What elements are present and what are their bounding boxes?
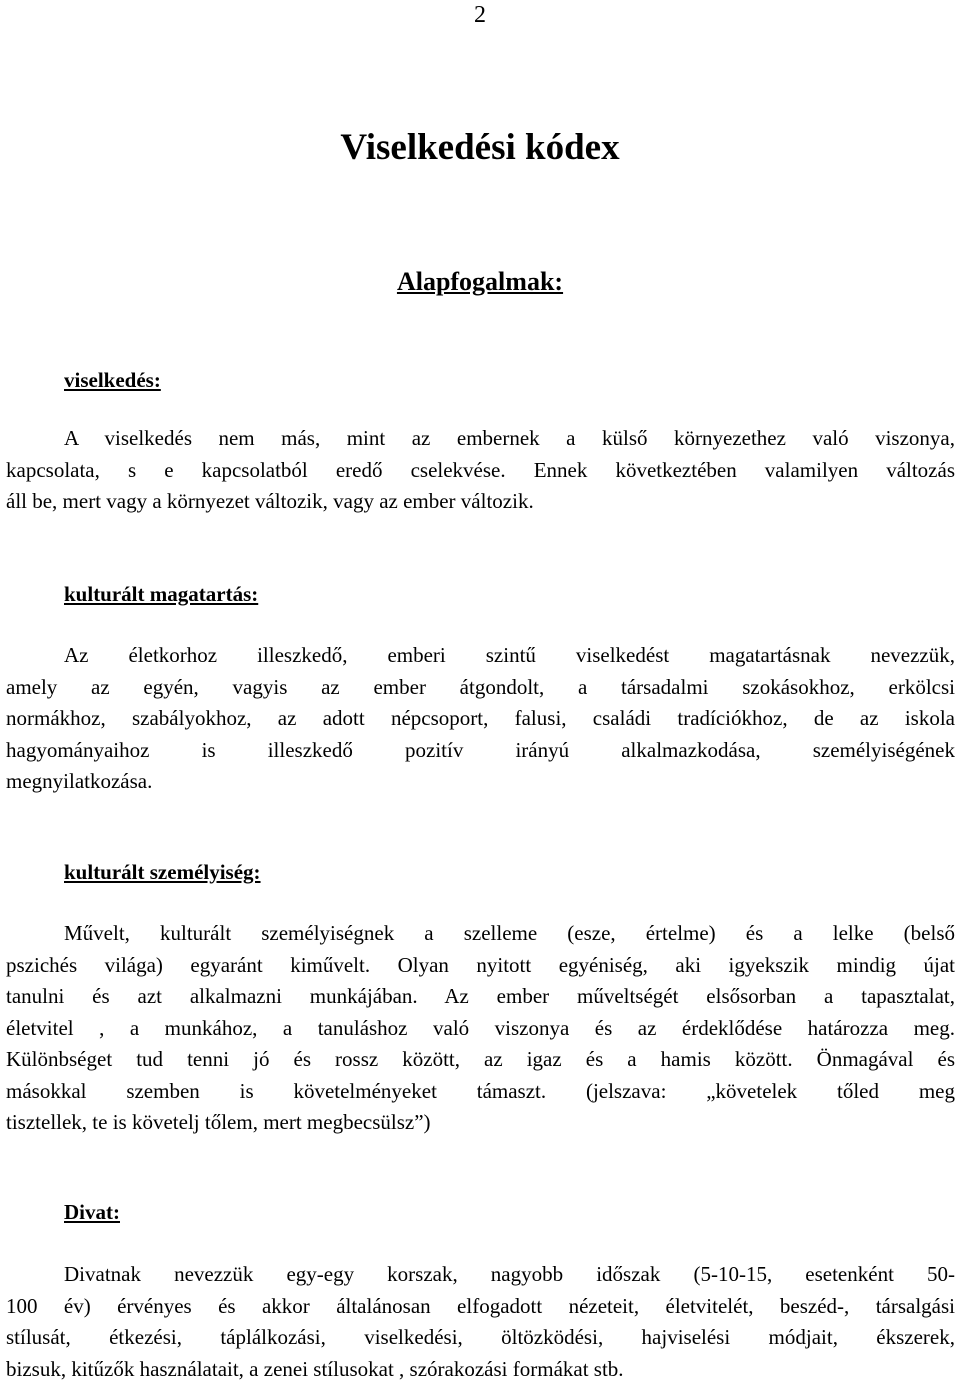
term-heading-divat: Divat:: [64, 1198, 120, 1226]
paragraph-line: A viselkedés nem más, mint az embernek a külső környezethez való viszonya,: [6, 423, 955, 455]
paragraph-line: megnyilatkozása.: [6, 766, 955, 798]
document-title: Viselkedési kódex: [0, 126, 960, 170]
term-heading-kulturalt-magatartas: kulturált magatartás:: [64, 580, 258, 608]
paragraph-line: kapcsolata, s e kapcsolatból eredő cselekvése. Ennek következtében valamilyen változás: [6, 455, 955, 487]
paragraph-line: Az életkorhoz illeszkedő, emberi szintű viselkedést magatartásnak nevezzük,: [6, 640, 955, 672]
paragraph-line: tanulni és azt alkalmazni munkájában. Az ember műveltségét elsősorban a tapasztalat,: [6, 981, 955, 1013]
paragraph-line: amely az egyén, vagyis az ember átgondolt, a társadalmi szokásokhoz, erkölcsi: [6, 672, 955, 704]
paragraph-line: Különbséget tud tenni jó és rossz között, az igaz és a hamis között. Önmagával és: [6, 1044, 955, 1076]
paragraph-divat: [6, 1259, 955, 1385]
paragraph-line: 100 év) érvényes és akkor általánosan elfogadott nézeteit, életvitelét, beszéd-, társalgási: [6, 1291, 955, 1323]
term-heading-kulturalt-szemelyiseg: kulturált személyiség:: [64, 858, 261, 886]
paragraph-line: Divatnak nevezzük egy-egy korszak, nagyobb időszak (5-10-15, esetenként 50-: [6, 1259, 955, 1291]
paragraph-line: Művelt, kulturált személyiségnek a szelleme (esze, értelme) és a lelke (belső: [6, 918, 955, 950]
paragraph-line: pszichés világa) egyaránt kiművelt. Olyan nyitott egyéniség, aki igyekszik mindig újat: [6, 950, 955, 982]
term-heading-viselkedes: viselkedés:: [64, 366, 161, 394]
paragraph-line: stílusát, étkezési, táplálkozási, viselkedési, öltözködési, hajviselési módjait, ékszerek,: [6, 1322, 955, 1354]
paragraph-line: áll be, mert vagy a környezet változik, vagy az ember változik.: [6, 486, 955, 518]
paragraph-viselkedes: [6, 423, 955, 518]
paragraph-kulturalt-magatartas: [6, 640, 955, 798]
page-number: 2: [0, 0, 960, 30]
paragraph-line: bizsuk, kitűzők használatait, a zenei stílusokat , szórakozási formákat stb.: [6, 1354, 955, 1385]
paragraph-line: hagyományaihoz is illeszkedő pozitív irányú alkalmazkodása, személyiségének: [6, 735, 955, 767]
paragraph-kulturalt-szemelyiseg: [6, 918, 955, 1139]
paragraph-line: életvitel , a munkához, a tanuláshoz való viszonya és az érdeklődése határozza meg.: [6, 1013, 955, 1045]
section-heading: Alapfogalmak:: [0, 265, 960, 299]
paragraph-line: tisztellek, te is követelj tőlem, mert megbecsülsz”): [6, 1107, 955, 1139]
paragraph-line: normákhoz, szabályokhoz, az adott népcsoport, falusi, családi tradíciókhoz, de az iskola: [6, 703, 955, 735]
paragraph-line: másokkal szemben is követelményeket támaszt. (jelszava: „követelek tőled meg: [6, 1076, 955, 1108]
